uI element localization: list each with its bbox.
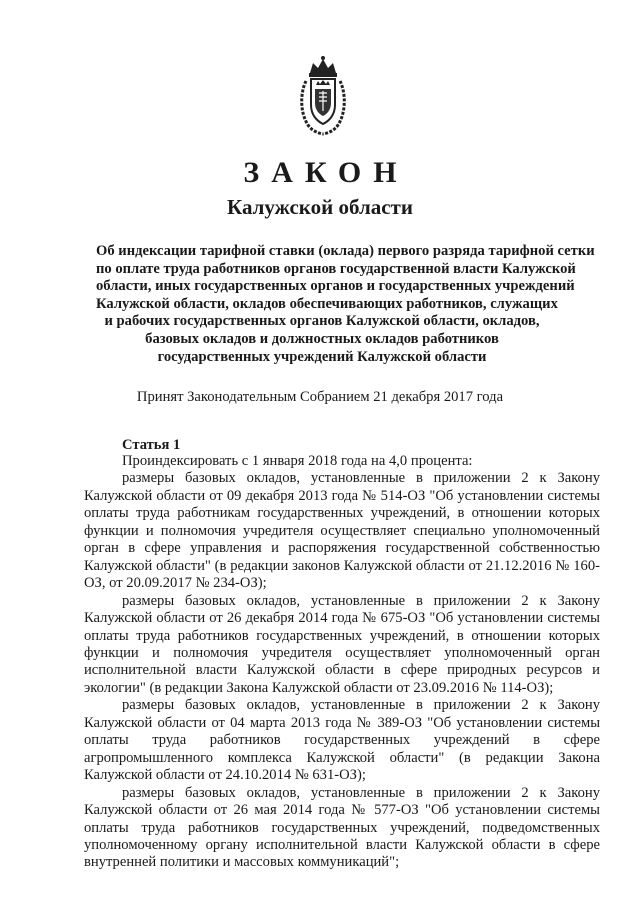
region-name: Калужской области <box>227 195 413 219</box>
subject-line: Калужской области, окладов обеспечивающих работников, служащих <box>96 295 558 312</box>
article-paragraph: Проиндексировать с 1 января 2018 года на 4,0 процента: <box>122 453 473 469</box>
subject-line: и рабочих государственных органов Калужской области, окладов, <box>104 313 540 330</box>
article-paragraph: размеры базовых окладов, установленные в приложении 2 к Закону Калужской области от 26 декабря 2014 года № 675-ОЗ "Об установлении системы оплаты труда работников государственных учреждений, в отношении которых функции и полномочия учредителя осуществляет уполномоченный орган исполнительной власти Калужской области в сфере природных ресурсов и экологии" (в редакции Закона Калужской области от 23.09.2016 № 114-ОЗ); <box>84 592 600 696</box>
article-body <box>84 453 600 872</box>
subject-line: области, иных государственных органов и государственных учреждений <box>96 278 575 295</box>
subject-line: государственных учреждений Калужской области <box>157 348 487 365</box>
article-paragraph: размеры базовых окладов, установленные в приложении 2 к Закону Калужской области от 04 марта 2013 года № 389-ОЗ "Об установлении системы оплаты труда работников государственных учреждений в сфере агропромышленного комплекса Калужской области" (в редакции Закона Калужской области от 24.10.2014 № 631-ОЗ); <box>84 697 600 784</box>
document-title: ЗАКОН <box>243 156 409 189</box>
subject-line: базовых окладов и должностных окладов работников <box>145 330 499 347</box>
coat-of-arms-icon <box>296 55 350 137</box>
article-title: Статья 1 <box>122 437 181 453</box>
article-paragraph: размеры базовых окладов, установленные в приложении 2 к Закону Калужской области от 26 мая 2014 года № 577-ОЗ "Об установлении системы оплаты труда работников государственных учреждений, подведомственных уполномоченному органу исполнительной власти Калужской области в сфере внутренней политики и массовых коммуникаций"; <box>84 784 600 871</box>
adoption-note: Принят Законодательным Собранием 21 декабря 2017 года <box>136 389 504 405</box>
article-paragraph: размеры базовых окладов, установленные в приложении 2 к Закону Калужской области от 09 декабря 2013 года № 514-ОЗ "Об установлении системы оплаты труда работникам государственных учреждений, в отношении которых функции и полномочия учредителя осуществляет специально уполномоченный орган в сфере управления и распоряжения государственной собственностью Калужской области" (в редакции законов Калужской области от 21.12.2016 № 160-ОЗ, от 20.09.2017 № 234-ОЗ); <box>84 470 600 592</box>
subject-line: по оплате труда работников органов государственной власти Калужской <box>96 260 576 277</box>
law-subject <box>96 243 595 366</box>
subject-line: Об индексации тарифной ставки (оклада) первого разряда тарифной сетки <box>96 243 595 259</box>
